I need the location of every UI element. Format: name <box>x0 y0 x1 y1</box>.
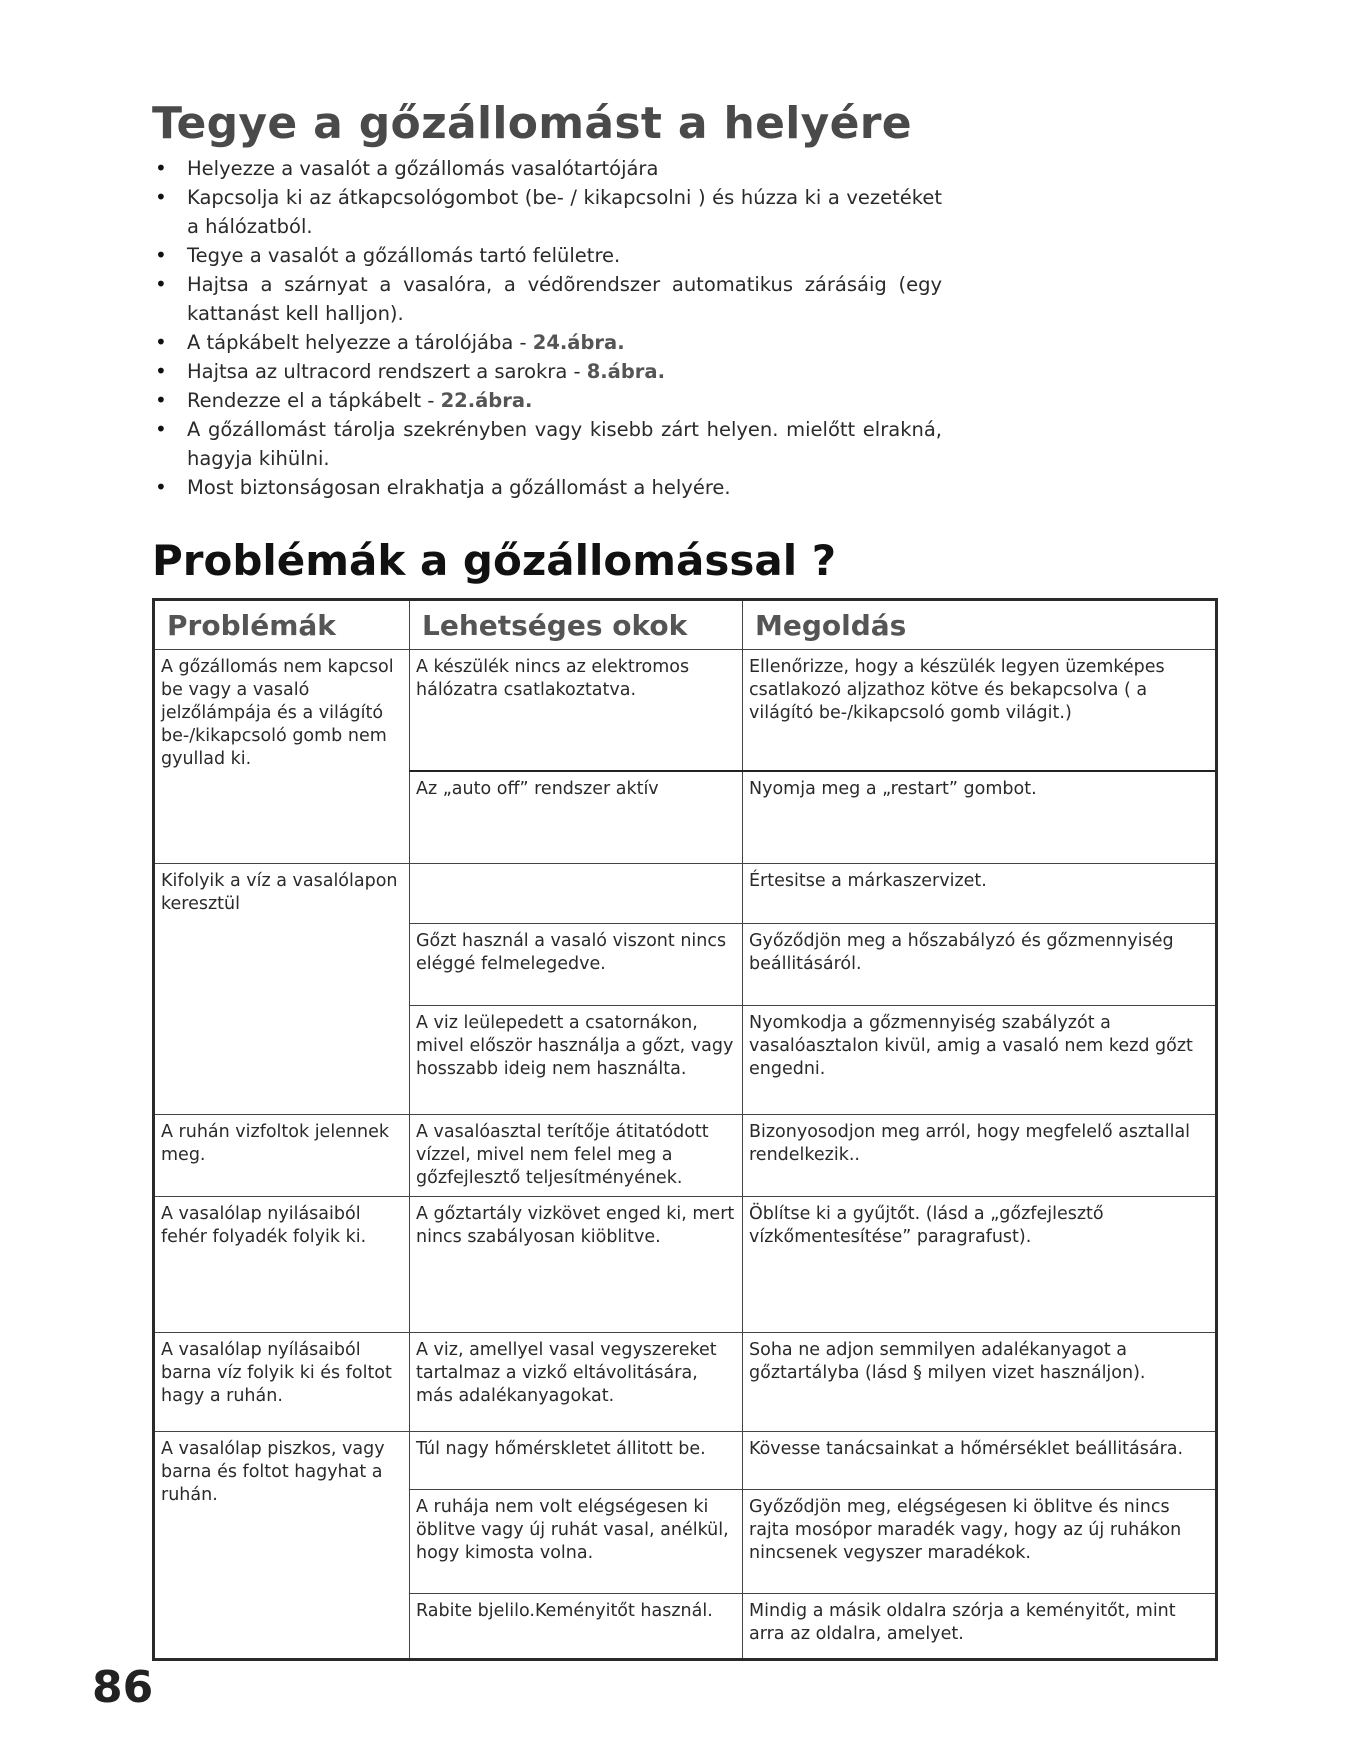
cause-cell: A készülék nincs az elektromos hálózatra csatlakoztatva. <box>410 650 743 771</box>
list-item: • Helyezze a vasalót a gőzállomás vasalótartójára <box>152 154 942 183</box>
cause-cell: A ruhája nem volt elégségesen ki öblitve vagy új ruhát vasal, anélkül, hogy kimosta volna. <box>410 1490 743 1594</box>
solution-cell: Bizonyosodjon meg arról, hogy megfelelő asztallal rendelkezik.. <box>743 1115 1217 1197</box>
list-item: • Rendezze el a tápkábelt - 22.ábra. <box>152 386 942 415</box>
table-row <box>154 650 1217 771</box>
solution-cell: Soha ne adjon semmilyen adalékanyagot a gőztartályba (lásd § milyen vizet használjon). <box>743 1333 1217 1432</box>
list-item: • Most biztonságosan elrakhatja a gőzállomást a helyére. <box>152 473 942 502</box>
problem-cell: A vasalólap piszkos, vagy barna és foltot hagyhat a ruhán. <box>154 1432 410 1660</box>
problem-cell: A vasalólap nyílásaiból barna víz folyik ki és foltot hagy a ruhán. <box>154 1333 410 1432</box>
table-row <box>154 864 1217 924</box>
list-item: • Tegye a vasalót a gőzállomás tartó felületre. <box>152 241 942 270</box>
cause-cell: A viz, amellyel vasal vegyszereket tartalmaz a vizkő eltávolitására, más adalékanyagokat. <box>410 1333 743 1432</box>
list-item: • Hajtsa a szárnyat a vasalóra, a védõrendszer automatikus zárásáig (egy kattanást kell halljon). <box>152 270 942 328</box>
solution-cell: Mindig a másik oldalra szórja a keményitőt, mint arra az oldalra, amelyet. <box>743 1594 1217 1660</box>
figure-reference: 22.ábra. <box>440 389 533 412</box>
problem-cell: A vasalólap nyilásaiból fehér folyadék folyik ki. <box>154 1197 410 1333</box>
problem-cell: Kifolyik a víz a vasalólapon keresztül <box>154 864 410 1115</box>
solution-cell: Értesitse a márkaszervizet. <box>743 864 1217 924</box>
section-title-storage: Tegye a gőzállomást a helyére <box>152 98 912 149</box>
solution-cell: Öblítse ki a gyűjtőt. (lásd a „gőzfejlesztő vízkőmentesítése” paragrafust). <box>743 1197 1217 1333</box>
solution-cell: Győződjön meg, elégségesen ki öblitve és nincs rajta mosópor maradék vagy, hogy az új ruhákon nincsenek vegyszer maradékok. <box>743 1490 1217 1594</box>
table-row <box>154 1432 1217 1490</box>
section-title-troubleshooting: Problémák a gőzállomással ? <box>152 536 837 585</box>
column-header-solutions: Megoldás <box>743 600 1217 650</box>
table-header-row <box>154 600 1217 650</box>
table-row <box>154 1333 1217 1432</box>
page-number: 86 <box>92 1662 154 1713</box>
troubleshooting-table <box>152 598 1218 1661</box>
list-item: • Kapcsolja ki az átkapcsológombot (be- / kikapcsolni ) és húzza ki a vezetéket a hálózatból. <box>152 183 942 241</box>
cause-cell: Túl nagy hőmérskletet állitott be. <box>410 1432 743 1490</box>
figure-reference: 8.ábra. <box>586 360 665 383</box>
cause-cell: Az „auto off” rendszer aktív <box>410 771 743 864</box>
solution-cell: Ellenőrizze, hogy a készülék legyen üzemképes csatlakozó aljzathoz kötve és bekapcsolva ( a világító be-/kikapcsoló gomb világit.) <box>743 650 1217 771</box>
cause-cell: A vasalóasztal terítője átitatódott vízzel, mivel nem felel meg a gőzfejlesztő teljesítményének. <box>410 1115 743 1197</box>
storage-steps-list <box>152 154 942 502</box>
solution-cell: Nyomja meg a „restart” gombot. <box>743 771 1217 864</box>
column-header-causes: Lehetséges okok <box>410 600 743 650</box>
column-header-problems: Problémák <box>154 600 410 650</box>
figure-reference: 24.ábra. <box>532 331 625 354</box>
cause-cell <box>410 864 743 924</box>
list-item: • Hajtsa az ultracord rendszert a sarokra - 8.ábra. <box>152 357 942 386</box>
table-row <box>154 1197 1217 1333</box>
solution-cell: Nyomkodja a gőzmennyiség szabályzót a vasalóasztalon kivül, amig a vasaló nem kezd gőzt engedni. <box>743 1006 1217 1115</box>
solution-cell: Kövesse tanácsainkat a hőmérséklet beállitására. <box>743 1432 1217 1490</box>
cause-cell: A viz leülepedett a csatornákon, mivel először használja a gőzt, vagy hosszabb ideig nem használta. <box>410 1006 743 1115</box>
cause-cell: Gőzt használ a vasaló viszont nincs eléggé felmelegedve. <box>410 924 743 1006</box>
list-item: • A tápkábelt helyezze a tárolójába - 24.ábra. <box>152 328 942 357</box>
problem-cell: A ruhán vizfoltok jelennek meg. <box>154 1115 410 1197</box>
list-item: • A gőzállomást tárolja szekrényben vagy kisebb zárt helyen. mielőtt elrakná, hagyja kihülni. <box>152 415 942 473</box>
cause-cell: A gőztartály vizkövet enged ki, mert nincs szabályosan kiöblitve. <box>410 1197 743 1333</box>
solution-cell: Győződjön meg a hőszabályzó és gőzmennyiség beállitásáról. <box>743 924 1217 1006</box>
cause-cell: Rabite bjelilo.Keményitőt használ. <box>410 1594 743 1660</box>
table-row <box>154 1115 1217 1197</box>
problem-cell: A gőzállomás nem kapcsol be vagy a vasaló jelzőlámpája és a világító be-/kikapcsoló gomb nem gyullad ki. <box>154 650 410 864</box>
